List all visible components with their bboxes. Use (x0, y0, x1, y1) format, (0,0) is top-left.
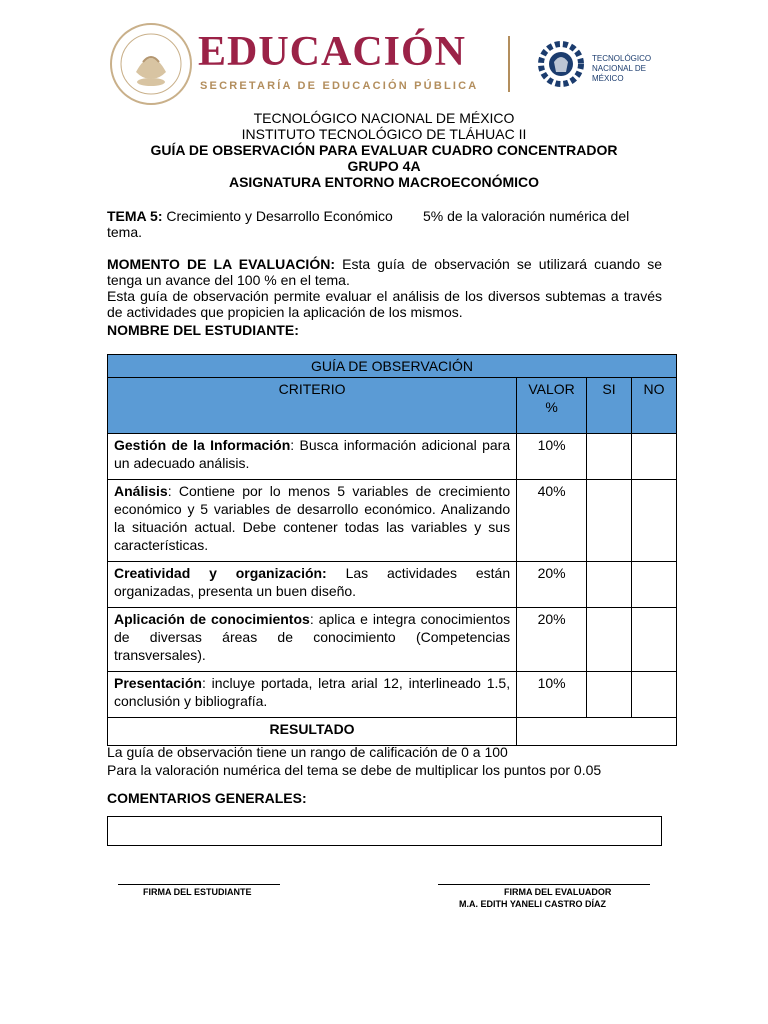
criterion-cell (108, 608, 517, 672)
criterion-cell (108, 562, 517, 608)
table-row (108, 672, 677, 718)
title-line-5: ASIGNATURA ENTORNO MACROECONÓMICO (228, 174, 540, 190)
header-valor (517, 378, 587, 434)
tema-continuation: tema. (107, 224, 143, 240)
valor-cell: 10% (517, 434, 587, 480)
header-criterio: CRITERIO (108, 378, 517, 434)
si-cell[interactable] (587, 562, 632, 608)
no-cell[interactable] (632, 608, 677, 672)
header-divider (508, 36, 510, 92)
note-range: La guía de observación tiene un rango de calificación de 0 a 100 (107, 744, 508, 760)
title-line-1: TECNOLÓGICO NACIONAL DE MÉXICO (253, 110, 515, 126)
header-valor-unit: % (545, 399, 558, 415)
student-signature-line (118, 884, 280, 885)
valor-cell: 20% (517, 562, 587, 608)
tecnm-logo-icon (538, 36, 584, 92)
header-si: SI (587, 378, 632, 434)
observation-table (107, 354, 677, 746)
result-label: RESULTADO (108, 718, 517, 746)
table-row (108, 562, 677, 608)
criterion-title: Gestión de la Información (114, 437, 291, 453)
header-valor-label: VALOR (528, 381, 575, 397)
education-title: EDUCACIÓN (198, 29, 467, 75)
table-row (108, 434, 677, 480)
si-cell[interactable] (587, 672, 632, 718)
tema-percentage: 5% de la valoración numérica del (423, 208, 630, 224)
criterion-text: : Contiene por lo menos 5 variables de crecimiento económico y 5 variables de desarrollo económico. Analizando la situación actual. Debe contener todas las variables y sus características. (114, 483, 511, 553)
table-row (108, 480, 677, 562)
criterion-title: Aplicación de conocimientos (114, 611, 310, 627)
table-row (108, 608, 677, 672)
momento-paragraph (107, 256, 662, 320)
criterion-title: Análisis (114, 483, 168, 499)
tecnm-name (592, 54, 668, 84)
evaluator-name: M.A. EDITH YANELI CASTRO DÍAZ (459, 899, 607, 909)
momento-text-2: Esta guía de observación permite evaluar el análisis de los diversos subtemas a través de actividades que propicien la aplicación de los mismos. (107, 288, 662, 320)
tecnm-name-line2: NACIONAL DE MÉXICO (592, 64, 646, 83)
table-header-row (108, 378, 677, 434)
criterion-text: : incluye portada, letra arial 12, interlineado 1.5, conclusión y bibliografía. (114, 675, 511, 709)
comments-box[interactable] (107, 816, 662, 846)
student-signature-label: FIRMA DEL ESTUDIANTE (143, 887, 252, 897)
table-title-row (108, 355, 677, 378)
valor-cell: 20% (517, 608, 587, 672)
result-row (108, 718, 677, 746)
education-subtitle: SECRETARÍA DE EDUCACIÓN PÚBLICA (200, 80, 479, 92)
momento-text: Esta guía de observación se utilizará cuando se tenga un avance del 100 % en el tema. (107, 256, 663, 288)
si-cell[interactable] (587, 480, 632, 562)
header (108, 22, 668, 106)
student-name-label: NOMBRE DEL ESTUDIANTE: (107, 322, 299, 338)
no-cell[interactable] (632, 434, 677, 480)
evaluator-signature-label: FIRMA DEL EVALUADOR (504, 887, 612, 897)
momento-label: MOMENTO DE LA EVALUACIÓN: (107, 256, 335, 272)
criterion-cell (108, 672, 517, 718)
result-value-cell[interactable] (517, 718, 677, 746)
table-title: GUÍA DE OBSERVACIÓN (108, 355, 677, 378)
si-cell[interactable] (587, 608, 632, 672)
no-cell[interactable] (632, 562, 677, 608)
tema-text: Crecimiento y Desarrollo Económico (166, 208, 393, 224)
tecnm-name-line1: TECNOLÓGICO (592, 54, 652, 63)
note-multiplier: Para la valoración numérica del tema se debe de multiplicar los puntos por 0.05 (107, 762, 602, 778)
criterion-cell (108, 434, 517, 480)
criterion-text: : aplica e integra conocimientos de diversas áreas de conocimiento (Competencias transversales). (114, 611, 511, 663)
header-no: NO (632, 378, 677, 434)
no-cell[interactable] (632, 480, 677, 562)
criterion-text: : Busca información adicional para un adecuado análisis. (114, 437, 511, 471)
criterion-title: Creatividad y organización: (114, 565, 327, 581)
no-cell[interactable] (632, 672, 677, 718)
valor-cell: 40% (517, 480, 587, 562)
si-cell[interactable] (587, 434, 632, 480)
tema-paragraph (107, 208, 662, 240)
title-line-2: INSTITUTO TECNOLÓGICO DE TLÁHUAC II (241, 126, 527, 142)
title-line-4: GRUPO 4A (347, 158, 421, 174)
mexico-seal-icon (108, 22, 194, 106)
evaluator-signature-line (438, 884, 650, 885)
comments-label: COMENTARIOS GENERALES: (107, 790, 307, 806)
criterion-title: Presentación (114, 675, 202, 691)
criterion-text: Las actividades están organizadas, presenta un buen diseño. (114, 565, 511, 599)
title-line-3: GUÍA DE OBSERVACIÓN PARA EVALUAR CUADRO CONCENTRADOR (150, 142, 618, 158)
criterion-cell (108, 480, 517, 562)
valor-cell: 10% (517, 672, 587, 718)
tema-label: TEMA 5: (107, 208, 163, 224)
